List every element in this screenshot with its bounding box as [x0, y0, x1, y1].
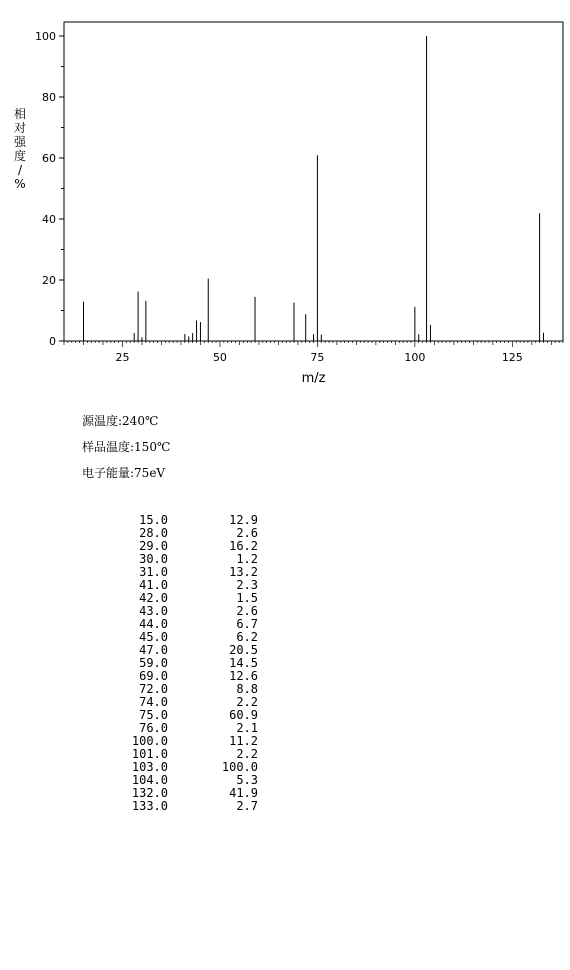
y-tick-label: 0 [49, 335, 56, 348]
mz-cell: 103.0 [131, 760, 168, 774]
mz-cell: 44.0 [139, 617, 168, 631]
abundance-cell: 12.6 [229, 669, 258, 683]
abundance-cell: 2.3 [236, 578, 258, 592]
abundance-cell: 2.1 [236, 721, 258, 735]
mz-cell: 45.0 [139, 630, 168, 644]
y-tick-label: 100 [35, 30, 56, 43]
mz-cell: 133.0 [131, 799, 168, 813]
mz-cell: 29.0 [139, 539, 168, 553]
mz-cell: 42.0 [139, 591, 168, 605]
spectrum-peaks [83, 36, 543, 341]
abundance-cell: 14.5 [229, 656, 258, 670]
y-axis-label [14, 106, 27, 191]
abundance-cell: 2.6 [236, 526, 258, 540]
table-row [95, 800, 258, 813]
mz-cell: 104.0 [131, 773, 168, 787]
abundance-cell: 12.9 [229, 513, 258, 527]
mz-cell: 100.0 [131, 734, 168, 748]
mz-cell: 28.0 [139, 526, 168, 540]
plot-frame [64, 22, 563, 341]
axis-ticks [35, 30, 563, 364]
y-tick-label: 20 [42, 274, 56, 287]
table-row [95, 709, 258, 722]
mass-spectrum-chart [0, 0, 570, 400]
y-label-char: 度 [13, 149, 27, 163]
mz-cell: 76.0 [139, 721, 168, 735]
table-row [95, 579, 258, 592]
table-row [95, 605, 258, 618]
abundance-cell: 2.2 [236, 695, 258, 709]
y-label-char: % [14, 177, 26, 191]
abundance-cell: 5.3 [236, 773, 258, 787]
y-label-char: 相 [13, 107, 27, 121]
x-tick-label: 25 [115, 351, 130, 364]
table-row [95, 787, 258, 800]
mz-cell: 69.0 [139, 669, 168, 683]
table-row [95, 514, 258, 527]
y-label-char: 对 [13, 121, 27, 135]
mz-cell: 47.0 [139, 643, 168, 657]
abundance-cell: 16.2 [229, 539, 258, 553]
mz-cell: 41.0 [139, 578, 168, 592]
table-row [95, 566, 258, 579]
table-row [95, 670, 258, 683]
table-row [95, 540, 258, 553]
abundance-cell: 20.5 [229, 643, 258, 657]
mz-cell: 43.0 [139, 604, 168, 618]
sample-temperature: 样品温度:150℃ [82, 440, 171, 454]
abundance-cell: 41.9 [229, 786, 258, 800]
y-label-char: 强 [13, 135, 27, 149]
x-tick-label: 100 [404, 351, 426, 364]
table-row [95, 618, 258, 631]
abundance-cell: 13.2 [229, 565, 258, 579]
abundance-cell: 2.2 [236, 747, 258, 761]
abundance-cell: 1.2 [236, 552, 258, 566]
abundance-cell: 60.9 [229, 708, 258, 722]
mz-cell: 72.0 [139, 682, 168, 696]
mz-cell: 132.0 [131, 786, 168, 800]
table-row [95, 592, 258, 605]
x-axis-label: m/z [301, 371, 326, 386]
abundance-cell: 11.2 [229, 734, 258, 748]
source-temperature: 源温度:240℃ [82, 414, 159, 428]
y-label-char: / [17, 163, 23, 177]
mz-cell: 30.0 [139, 552, 168, 566]
abundance-cell: 6.7 [236, 617, 258, 631]
abundance-cell: 1.5 [236, 591, 258, 605]
y-tick-label: 80 [42, 91, 56, 104]
x-tick-label: 50 [212, 351, 227, 364]
abundance-cell: 2.6 [236, 604, 258, 618]
table-row [95, 761, 258, 774]
abundance-cell: 100.0 [221, 760, 258, 774]
table-row [95, 683, 258, 696]
table-row [95, 735, 258, 748]
mz-cell: 74.0 [139, 695, 168, 709]
mz-cell: 75.0 [139, 708, 168, 722]
y-tick-label: 60 [42, 152, 56, 165]
mz-cell: 101.0 [131, 747, 168, 761]
x-tick-label: 75 [310, 351, 325, 364]
mz-cell: 15.0 [139, 513, 168, 527]
abundance-cell: 2.7 [236, 799, 258, 813]
mz-cell: 59.0 [139, 656, 168, 670]
peak-table [95, 514, 258, 813]
y-tick-label: 40 [42, 213, 56, 226]
abundance-cell: 6.2 [236, 630, 258, 644]
x-tick-label: 125 [501, 351, 523, 364]
mz-cell: 31.0 [139, 565, 168, 579]
abundance-cell: 8.8 [236, 682, 258, 696]
electron-energy: 电子能量:75eV [82, 466, 166, 480]
